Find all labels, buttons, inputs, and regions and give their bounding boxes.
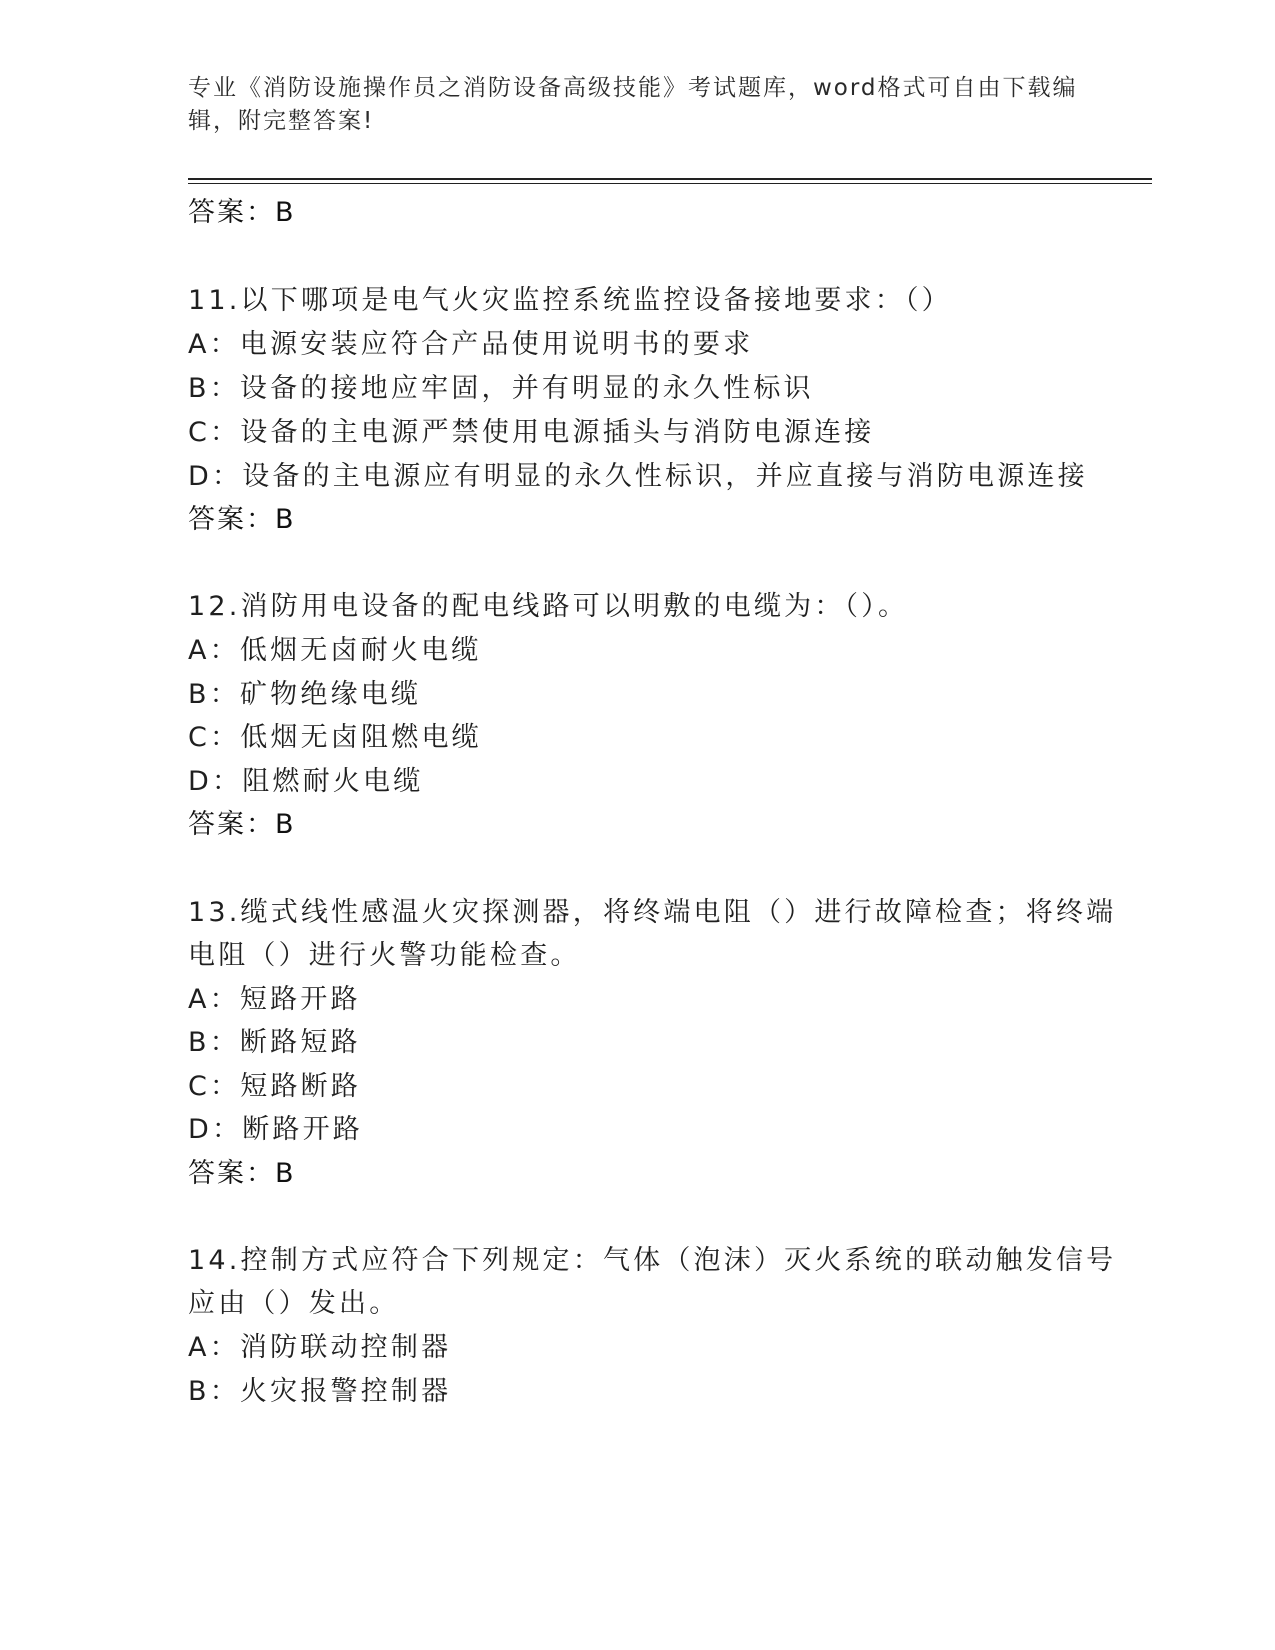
option-b: B：火灾报警控制器 — [188, 1376, 452, 1407]
option-a: A：低烟无卤耐火电缆 — [188, 635, 482, 666]
option-c: C：设备的主电源严禁使用电源插头与消防电源连接 — [188, 417, 875, 448]
header-line-2: 辑，附完整答案! — [188, 108, 375, 134]
option-b: B：设备的接地应牢固，并有明显的永久性标识 — [188, 373, 814, 404]
question-stem-line-2: 电阻（）进行火警功能检查。 — [188, 940, 581, 971]
header-line-1: 专业《消防设施操作员之消防设备高级技能》考试题库，word格式可自由下载编 — [188, 75, 1078, 101]
document-header — [188, 72, 1088, 138]
question-stem-line-2: 应由（）发出。 — [188, 1288, 400, 1319]
answer: 答案：B — [188, 504, 296, 535]
option-a: A：电源安装应符合产品使用说明书的要求 — [188, 329, 754, 360]
header-divider-thin — [188, 183, 1152, 184]
option-b: B：矿物绝缘电缆 — [188, 679, 422, 710]
header-divider-thick — [188, 178, 1152, 180]
question-stem: 12.消防用电设备的配电线路可以明敷的电缆为：（）。 — [188, 591, 909, 622]
question-stem-line-1: 14.控制方式应符合下列规定：气体（泡沫）灭火系统的联动触发信号 — [188, 1245, 1117, 1276]
option-a: A：短路开路 — [188, 984, 361, 1015]
question-stem: 11.以下哪项是电气火灾监控系统监控设备接地要求：（） — [188, 285, 952, 316]
option-a: A：消防联动控制器 — [188, 1332, 452, 1363]
answer: 答案：B — [188, 809, 296, 840]
answer: 答案：B — [188, 1158, 296, 1189]
option-c: C：短路断路 — [188, 1071, 362, 1102]
previous-answer: 答案：B — [188, 197, 296, 228]
option-c: C：低烟无卤阻燃电缆 — [188, 722, 482, 753]
option-b: B：断路短路 — [188, 1027, 361, 1058]
question-stem-line-1: 13.缆式线性感温火灾探测器，将终端电阻（）进行故障检查；将终端 — [188, 897, 1117, 928]
option-d: D：断路开路 — [188, 1114, 363, 1145]
option-d: D：阻燃耐火电缆 — [188, 766, 424, 797]
option-d: D：设备的主电源应有明显的永久性标识，并应直接与消防电源连接 — [188, 461, 1088, 492]
